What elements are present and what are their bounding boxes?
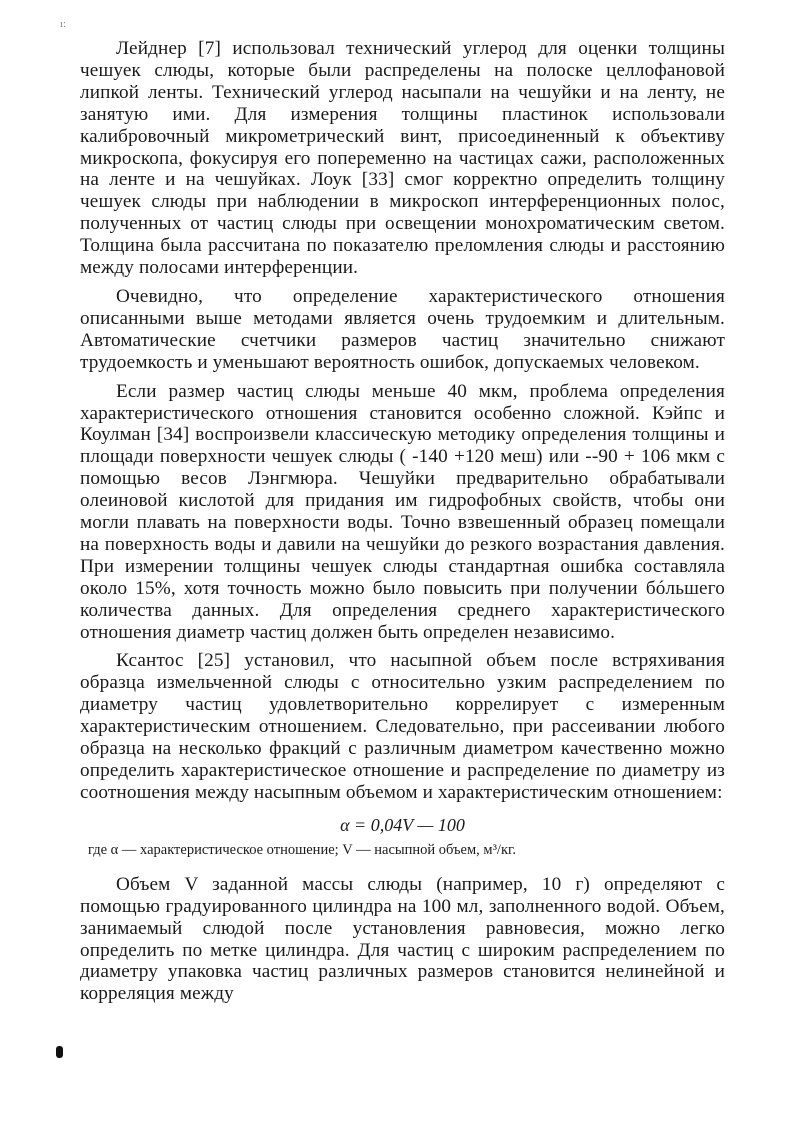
paragraph-capes-coleman: Если размер частиц слюды меньше 40 мкм, проблема определения характеристического отношения становится особенно сложной. Кэйпс и Коулман [34] воспроизвели классическую методику определения толщины и площади поверхности чешуек слюды ( -140 +120 меш) или --90 + 106 мкм с помощью весов Лэнгмюра. Чешуйки предварительно обрабатывали олеиновой кислотой для придания им гидрофобных свойств, чтобы они могли плавать на поверхности воды. Точно взвешенный образец помещали на поверхность воды и давили на чешуйки до резкого возрастания давления. При измерении толщины чешуек слюды стандартная ошибка составляла около 15%, хотя точность можно было повысить при получении бóльшего количества данных. Для определения среднего характеристического отношения диаметр частиц должен быть определен независимо. bbox=[80, 380, 725, 643]
paragraph-volume: Объем V заданной массы слюды (например, 10 г) определяют с помощью градуированного цилиндра на 100 мл, заполненного водой. Объем, занимаемый слюдой после установления равновесия, можно легко определить по метке цилиндра. Для частиц с широким распределением по диаметру упаковка частиц различных размеров становится нелинейной и корреляция между bbox=[80, 873, 725, 1005]
paragraph-labor-intensity: Очевидно, что определение характеристического отношения описанными выше методами является очень трудоемким и длительным. Автоматические счетчики размеров частиц значительно снижают трудоемкость и уменьшают вероятность ошибок, допускаемых человеком. bbox=[80, 285, 725, 373]
paragraph-leidner: Лейднер [7] использовал технический углерод для оценки толщины чешуек слюды, которые были распределены на полоске целлофановой липкой ленты. Технический углерод насыпали на чешуйки и на ленту, не занятую ими. Для измерения толщины пластинок использовали калибровочный микрометрический винт, присоединенный к объективу микроскопа, фокусируя его попеременно на частицах сажи, расположенных на ленте и на чешуйках. Лоук [33] смог корректно определить толщину чешуек слюды при наблюдении в микроскоп интерференционных полос, полученных от частиц слюды при освещении монохроматическим светом. Толщина была рассчитана по показателю преломления слюды и расстоянию между полосами интерференции. bbox=[80, 38, 725, 279]
page-corner-mark: ı: bbox=[60, 18, 67, 30]
document-page bbox=[80, 38, 725, 1005]
paragraph-xanthos: Ксантос [25] установил, что насыпной объем после встряхивания образца измельченной слюды с относительно узким распределением по диаметру частиц удовлетворительно коррелирует с измеренным характеристическим отношением. Следовательно, при рассеивании любого образца на несколько фракций с различным диаметром качественно можно определить характеристическое отношение и распределение по диаметру из соотношения между насыпным объемом и характеристическим отношением: bbox=[80, 650, 725, 803]
formula-legend: где α — характеристическое отношение; V — насыпной объем, м³/кг. bbox=[88, 841, 516, 858]
formula: α = 0,04V — 100 bbox=[340, 814, 465, 835]
ink-blot-mark bbox=[56, 1046, 63, 1058]
